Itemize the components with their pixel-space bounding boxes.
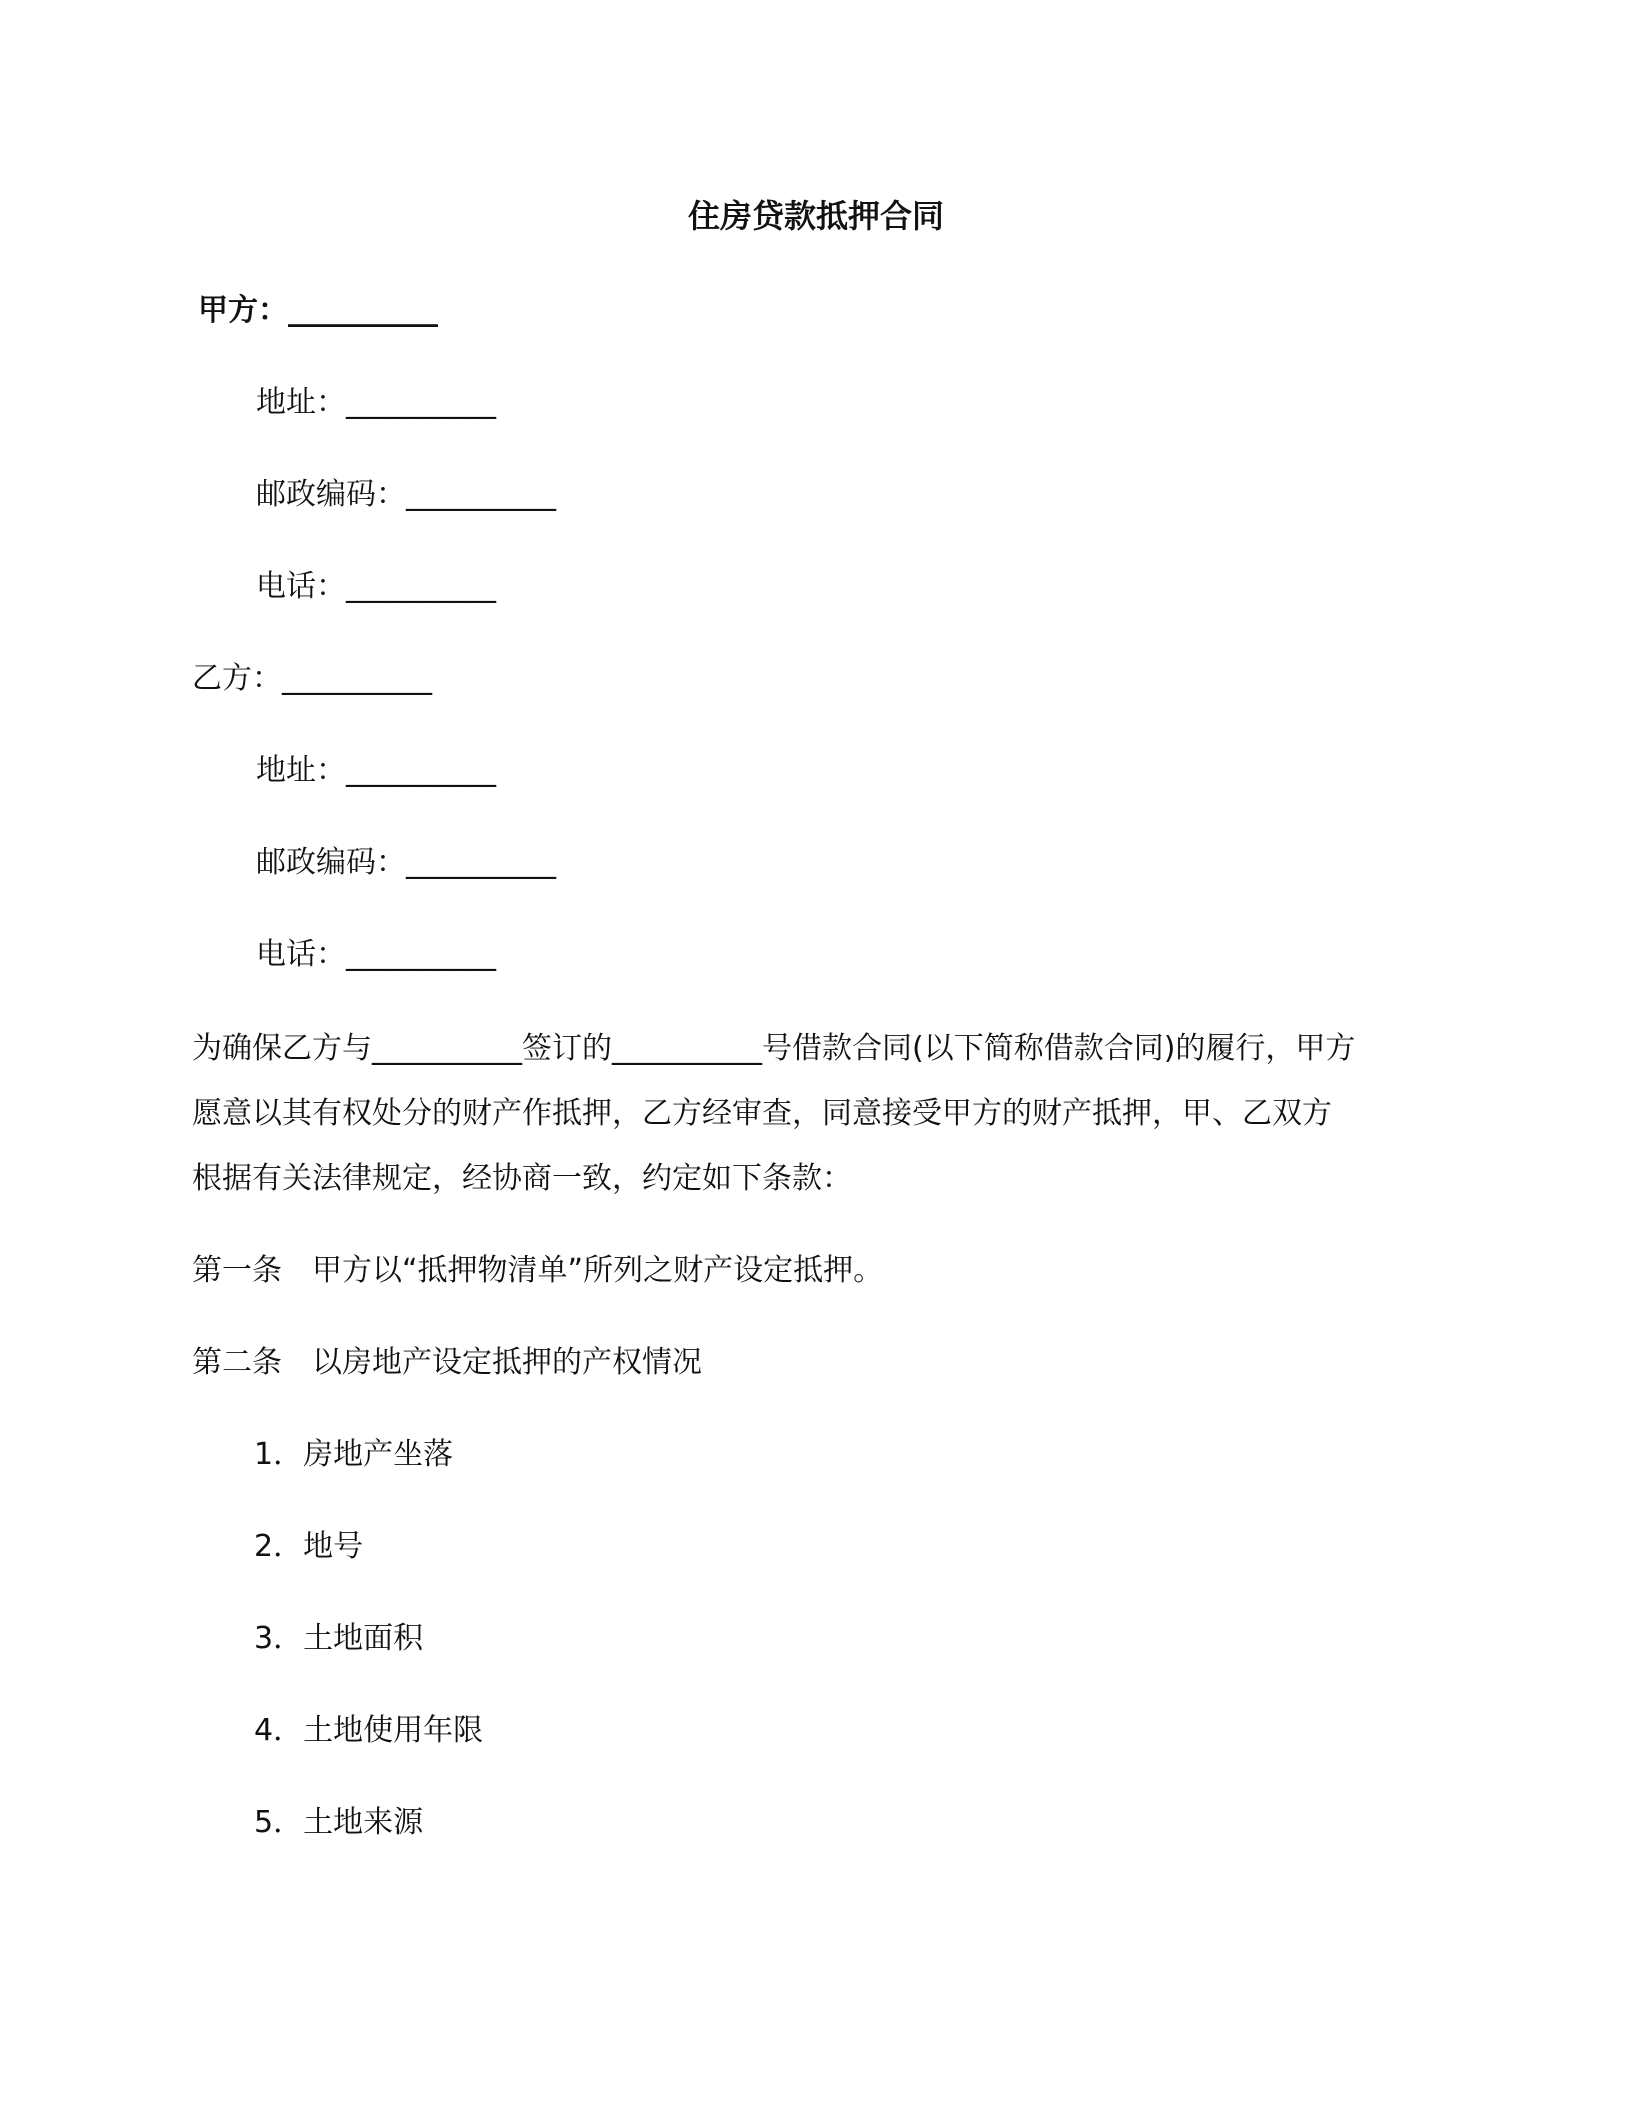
- party-a-address: 地址：__________: [256, 385, 496, 420]
- article-1: 第一条 甲方以“抵押物清单”所列之财产设定抵押。: [192, 1253, 884, 1288]
- preamble-line: 根据有关法律规定，经协商一致，约定如下条款：: [192, 1161, 852, 1196]
- list-item: 4．土地使用年限: [254, 1713, 484, 1748]
- party-b-label: 乙方：__________: [192, 661, 432, 696]
- party-b-postcode: 邮政编码：__________: [256, 845, 556, 880]
- preamble-paragraph: [192, 1016, 1452, 1211]
- list-item: 2．地号: [254, 1529, 364, 1564]
- party-a-postcode: 邮政编码：__________: [256, 477, 556, 512]
- party-b-address: 地址：__________: [256, 753, 496, 788]
- party-a-label: 甲方：__________: [198, 293, 438, 328]
- list-item: 5．土地来源: [254, 1805, 424, 1840]
- preamble-line: 为确保乙方与__________签订的__________号借款合同(以下简称借款合同)的履行，甲方: [192, 1031, 1356, 1066]
- document-title: 住房贷款抵押合同: [687, 197, 944, 235]
- party-b-phone: 电话：__________: [256, 937, 496, 972]
- party-a-phone: 电话：__________: [256, 569, 496, 604]
- preamble-line: 愿意以其有权处分的财产作抵押，乙方经审查，同意接受甲方的财产抵押，甲、乙双方: [192, 1096, 1332, 1131]
- list-item: 3．土地面积: [254, 1621, 424, 1656]
- article-2: 第二条 以房地产设定抵押的产权情况: [192, 1345, 702, 1380]
- list-item: 1．房地产坐落: [254, 1437, 454, 1472]
